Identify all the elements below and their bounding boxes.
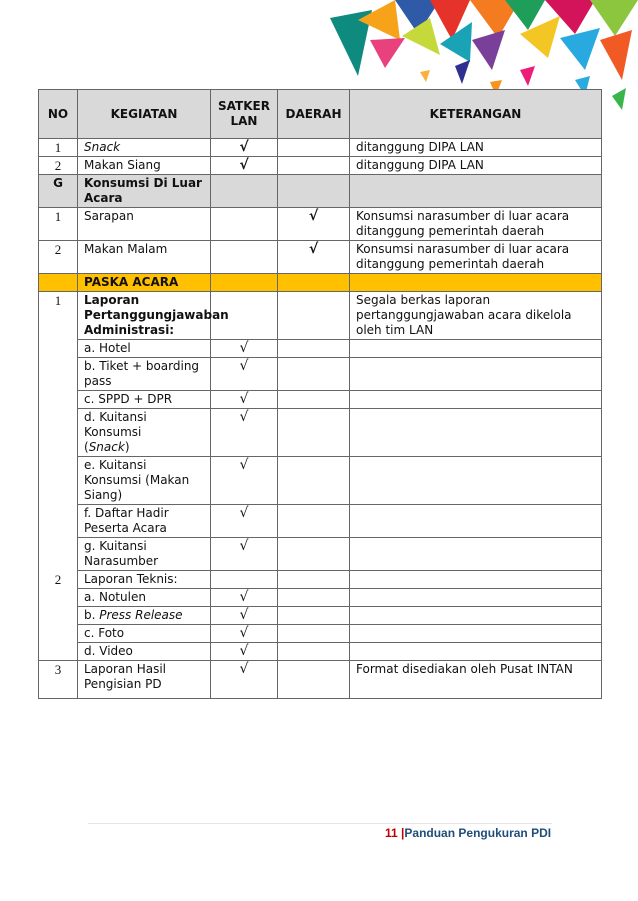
- row-daerah: [278, 538, 350, 571]
- row-daerah: [278, 505, 350, 538]
- row-satker: [211, 208, 278, 241]
- check-icon: √: [211, 643, 278, 661]
- check-icon: √: [211, 607, 278, 625]
- section-row: [39, 175, 602, 208]
- row-keterangan: ditanggung DIPA LAN: [350, 157, 602, 175]
- row-kegiatan: g. Kuitansi Narasumber: [78, 538, 211, 571]
- row-daerah: [278, 607, 350, 625]
- row-daerah: [278, 340, 350, 358]
- check-icon: √: [211, 340, 278, 358]
- row-keterangan: [350, 409, 602, 457]
- row-keterangan: [350, 505, 602, 538]
- row-keterangan: [350, 643, 602, 661]
- check-icon: √: [211, 625, 278, 643]
- page-footer: [385, 826, 551, 840]
- table-row: [39, 505, 602, 538]
- row-keterangan: [350, 589, 602, 607]
- table-row: [39, 661, 602, 699]
- row-daerah: [278, 139, 350, 157]
- table-row: [39, 625, 602, 643]
- row-kegiatan: Laporan Teknis:: [78, 571, 211, 589]
- section-title: PASKA ACARA: [78, 274, 211, 292]
- footer-separator: |: [401, 826, 405, 840]
- footer-title: Panduan Pengukuran PDI: [404, 826, 552, 840]
- header-daerah: DAERAH: [278, 90, 350, 139]
- table-row: [39, 340, 602, 358]
- row-daerah: [278, 175, 350, 208]
- kegiatan-text: b.: [84, 608, 100, 622]
- kegiatan-italic-text: Snack: [88, 440, 125, 454]
- check-icon: √: [211, 391, 278, 409]
- check-icon: √: [278, 208, 350, 241]
- row-daerah: [278, 292, 350, 340]
- row-no: 2: [39, 241, 78, 274]
- table-row: [39, 139, 602, 157]
- row-daerah: [278, 589, 350, 607]
- row-keterangan: [350, 358, 602, 391]
- table-row: [39, 358, 602, 391]
- table-row: [39, 538, 602, 571]
- row-kegiatan: [78, 409, 211, 457]
- row-daerah: [278, 391, 350, 409]
- section-no: G: [39, 175, 78, 208]
- row-kegiatan: f. Daftar Hadir Peserta Acara: [78, 505, 211, 538]
- row-keterangan: Konsumsi narasumber di luar acara ditanggung pemerintah daerah: [350, 208, 602, 241]
- row-satker: [211, 175, 278, 208]
- kegiatan-table: [38, 89, 602, 699]
- header-row: [39, 90, 602, 139]
- row-no: 1: [39, 208, 78, 241]
- table-row: [39, 409, 602, 457]
- row-kegiatan: [78, 607, 211, 625]
- row-no: 2: [39, 571, 78, 661]
- footer-divider: [88, 823, 552, 824]
- row-keterangan: ditanggung DIPA LAN: [350, 139, 602, 157]
- page-number: 11: [385, 826, 398, 840]
- row-keterangan: [350, 538, 602, 571]
- check-icon: √: [211, 457, 278, 505]
- row-daerah: [278, 274, 350, 292]
- table-row: [39, 391, 602, 409]
- check-icon: √: [211, 661, 278, 699]
- table-row: [39, 571, 602, 589]
- row-daerah: [278, 157, 350, 175]
- check-icon: √: [211, 139, 278, 157]
- row-kegiatan: Sarapan: [78, 208, 211, 241]
- table-row: [39, 292, 602, 340]
- row-keterangan: [350, 457, 602, 505]
- row-keterangan: [350, 340, 602, 358]
- row-kegiatan: Makan Malam: [78, 241, 211, 274]
- kegiatan-paren-open: (: [84, 440, 89, 454]
- row-daerah: [278, 358, 350, 391]
- row-kegiatan: d. Video: [78, 643, 211, 661]
- section-no: [39, 274, 78, 292]
- row-no: 1: [39, 292, 78, 571]
- kegiatan-paren-close: ): [124, 440, 130, 454]
- row-kegiatan: Laporan Pertanggungjawaban Administrasi:: [78, 292, 211, 340]
- row-keterangan: Segala berkas laporan pertanggungjawaban acara dikelola oleh tim LAN: [350, 292, 602, 340]
- row-daerah: [278, 625, 350, 643]
- header-keterangan: KETERANGAN: [350, 90, 602, 139]
- row-satker: [211, 241, 278, 274]
- row-kegiatan: c. SPPD + DPR: [78, 391, 211, 409]
- row-no: 1: [39, 139, 78, 157]
- check-icon: √: [211, 409, 278, 457]
- section-row: [39, 274, 602, 292]
- table-row: [39, 208, 602, 241]
- check-icon: √: [211, 358, 278, 391]
- row-kegiatan: c. Foto: [78, 625, 211, 643]
- row-satker: [211, 274, 278, 292]
- check-icon: √: [211, 589, 278, 607]
- header-satker-lan: SATKER LAN: [211, 90, 278, 139]
- check-icon: √: [211, 505, 278, 538]
- row-kegiatan: a. Hotel: [78, 340, 211, 358]
- row-kegiatan: Makan Siang: [78, 157, 211, 175]
- table-row: [39, 607, 602, 625]
- row-keterangan: [350, 391, 602, 409]
- header-kegiatan: KEGIATAN: [78, 90, 211, 139]
- table-row: [39, 157, 602, 175]
- table-row: [39, 643, 602, 661]
- row-keterangan: Format disediakan oleh Pusat INTAN: [350, 661, 602, 699]
- table-row: [39, 241, 602, 274]
- kegiatan-text: d. Kuitansi Konsumsi: [84, 410, 147, 439]
- table-row: [39, 589, 602, 607]
- row-daerah: [278, 571, 350, 589]
- row-keterangan: [350, 625, 602, 643]
- section-title: Konsumsi Di Luar Acara: [78, 175, 211, 208]
- row-daerah: [278, 661, 350, 699]
- row-keterangan: [350, 274, 602, 292]
- row-kegiatan: e. Kuitansi Konsumsi (Makan Siang): [78, 457, 211, 505]
- row-no: 2: [39, 157, 78, 175]
- row-keterangan: [350, 175, 602, 208]
- row-kegiatan: Laporan Hasil Pengisian PD: [78, 661, 211, 699]
- row-kegiatan: b. Tiket + boarding pass: [78, 358, 211, 391]
- kegiatan-italic-text: Press Release: [99, 608, 183, 622]
- row-keterangan: Konsumsi narasumber di luar acara ditanggung pemerintah daerah: [350, 241, 602, 274]
- check-icon: √: [278, 241, 350, 274]
- row-daerah: [278, 643, 350, 661]
- table-row: [39, 457, 602, 505]
- row-satker: [211, 571, 278, 589]
- row-keterangan: [350, 607, 602, 625]
- check-icon: √: [211, 157, 278, 175]
- row-kegiatan: Snack: [78, 139, 211, 157]
- row-kegiatan: a. Notulen: [78, 589, 211, 607]
- check-icon: √: [211, 538, 278, 571]
- row-daerah: [278, 409, 350, 457]
- row-no: 3: [39, 661, 78, 699]
- header-no: NO: [39, 90, 78, 139]
- row-keterangan: [350, 571, 602, 589]
- row-daerah: [278, 457, 350, 505]
